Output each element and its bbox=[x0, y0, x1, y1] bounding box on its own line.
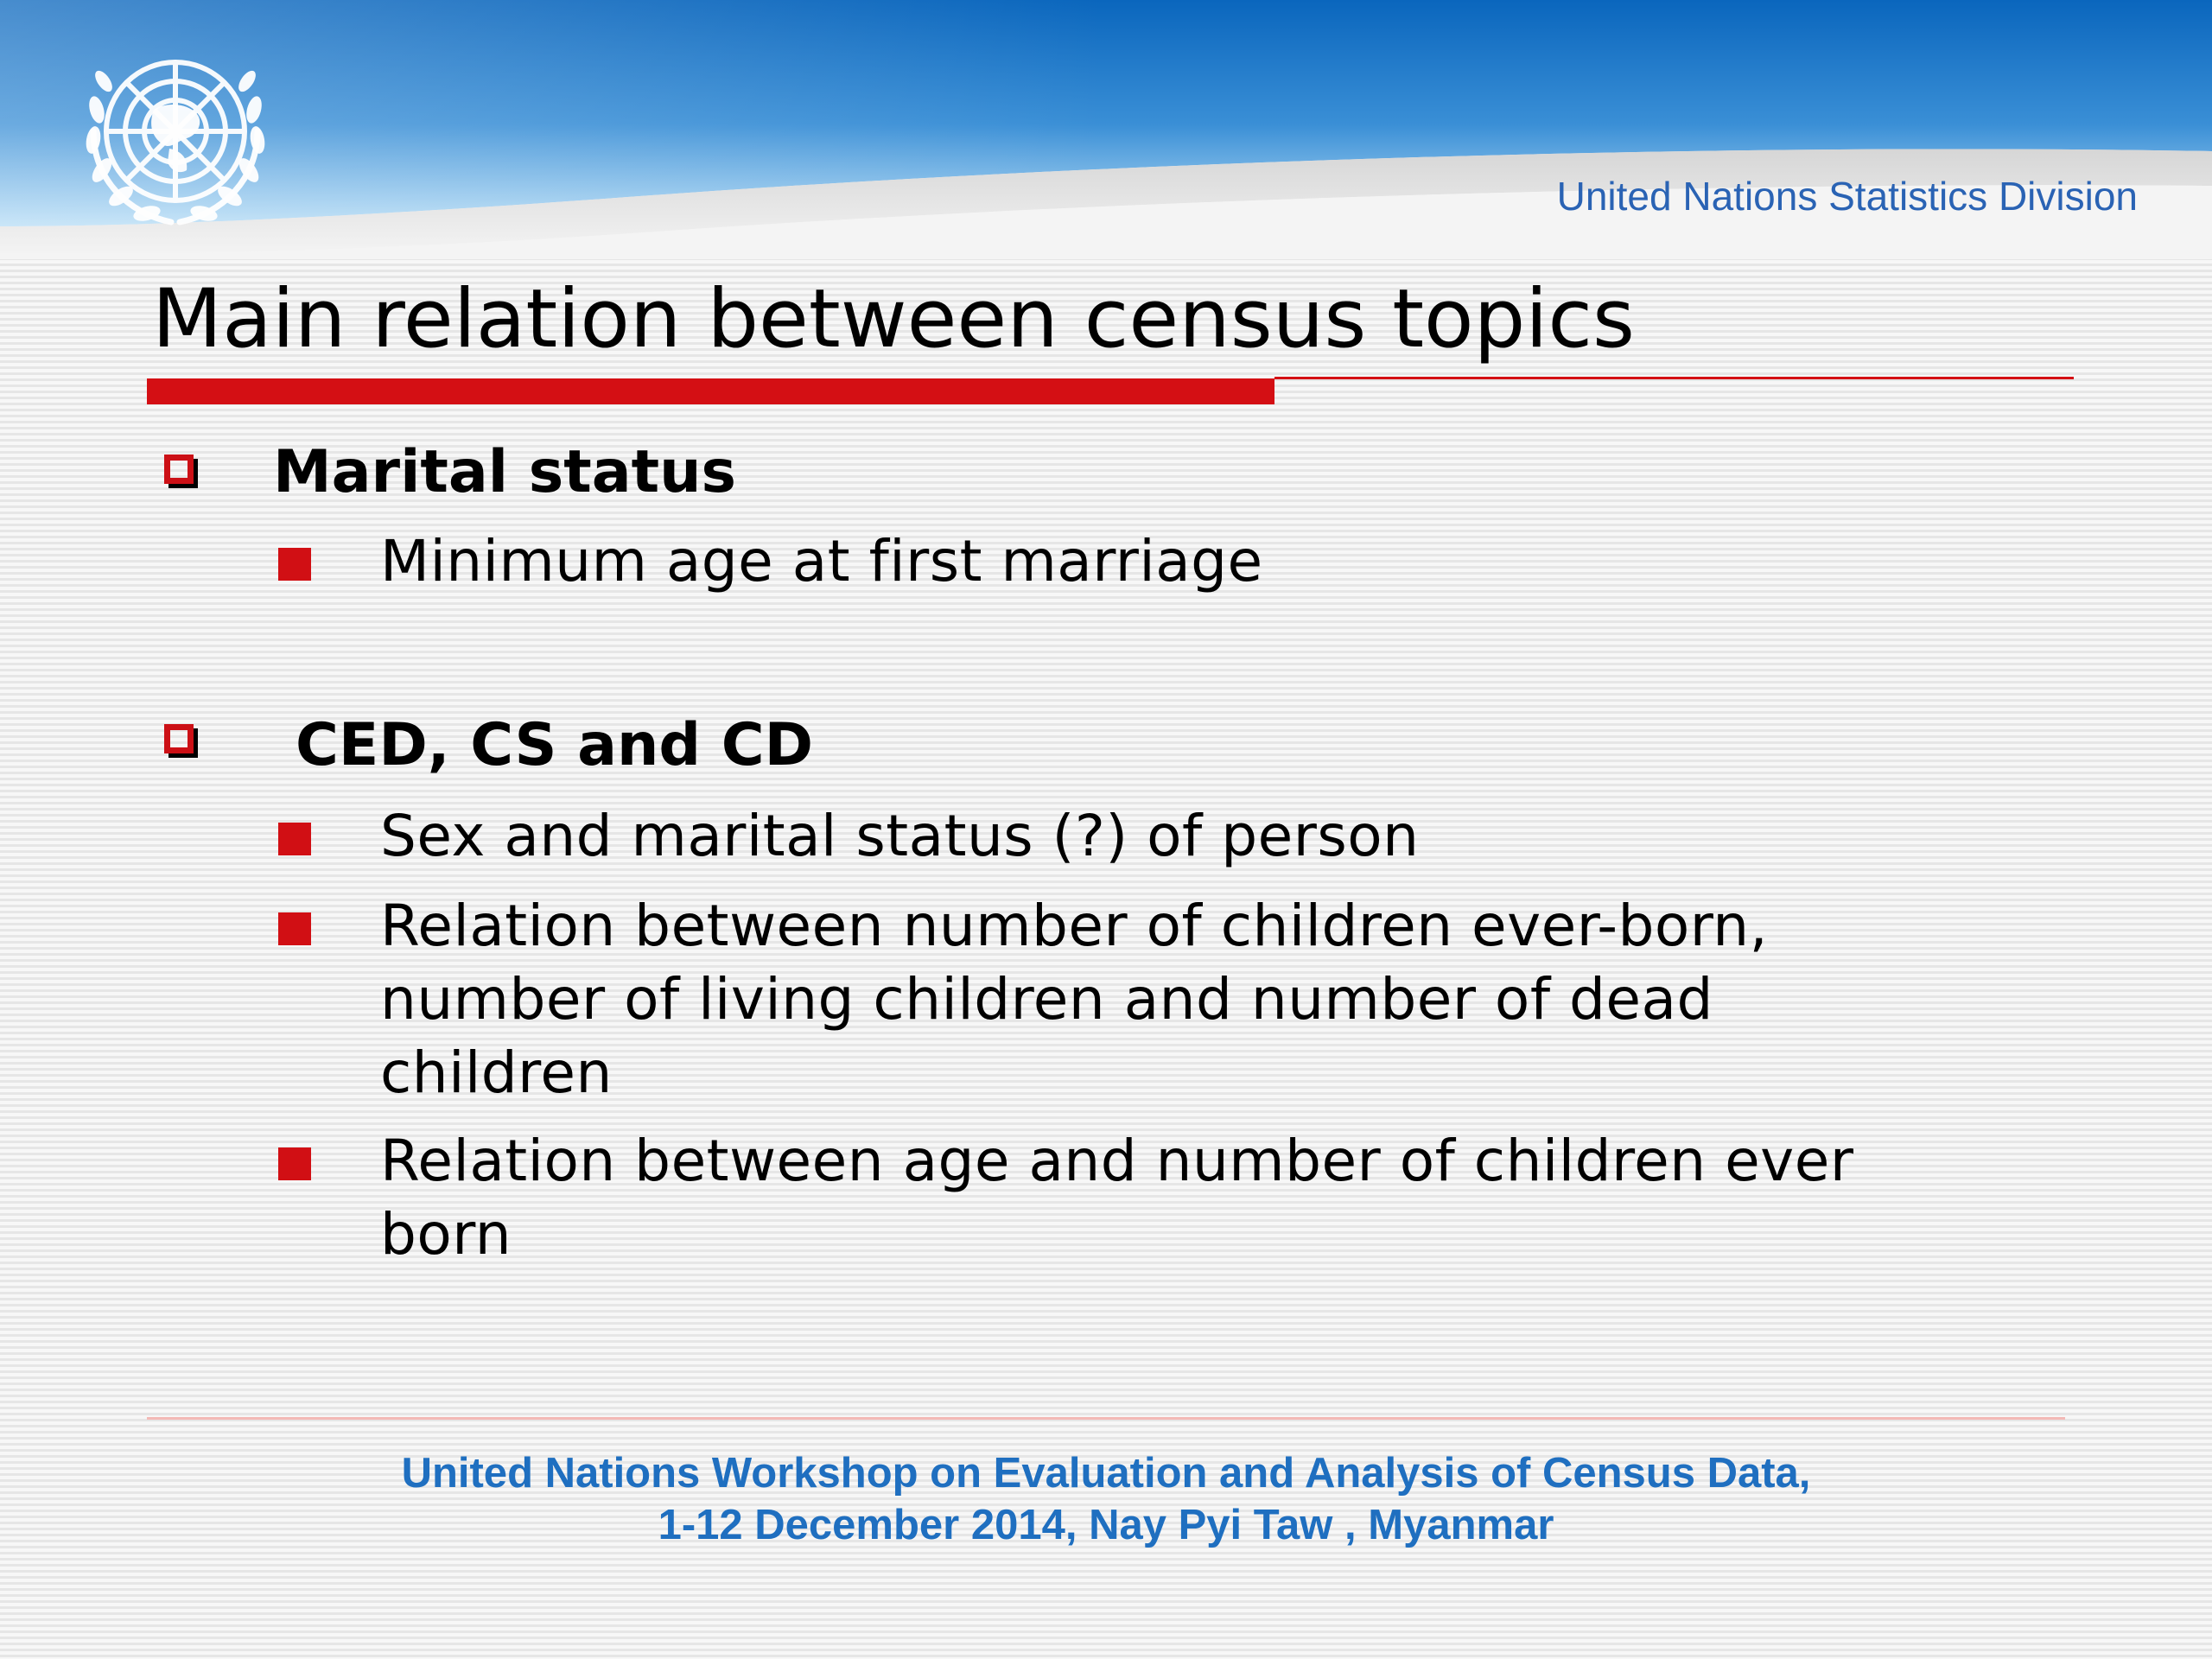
slide-title: Main relation between census topics bbox=[152, 272, 1636, 366]
footer bbox=[0, 1447, 2212, 1551]
bullet-text-line: Relation between number of children ever-born, bbox=[380, 893, 1769, 959]
filled-square-bullet-icon bbox=[278, 823, 311, 855]
hollow-square-bullet-icon bbox=[164, 454, 194, 484]
filled-square-bullet-icon bbox=[278, 912, 311, 945]
organization-name: United Nations Statistics Division bbox=[1556, 174, 2138, 219]
footer-divider bbox=[147, 1417, 2065, 1420]
bullet-text-line: children bbox=[380, 1039, 613, 1106]
bullet-text-line: number of living children and number of dead bbox=[380, 966, 1713, 1033]
bullet-text-line: Relation between age and number of children ever bbox=[380, 1128, 1854, 1194]
filled-square-bullet-icon bbox=[278, 548, 311, 581]
hollow-square-bullet-icon bbox=[164, 724, 194, 753]
bullet-text-line: born bbox=[380, 1201, 512, 1268]
bullet-text-line: Minimum age at first marriage bbox=[380, 528, 1263, 594]
footer-line-event: United Nations Workshop on Evaluation and Analysis of Census Data, bbox=[401, 1450, 1811, 1497]
section-heading-marital-status: Marital status bbox=[273, 438, 737, 506]
bullet-item bbox=[380, 799, 2005, 873]
bullet-text-line: Sex and marital status (?) of person bbox=[380, 803, 1420, 869]
bullet-item bbox=[380, 1124, 2005, 1271]
filled-square-bullet-icon bbox=[278, 1147, 311, 1180]
section-heading-ced-cs-cd: CED, CS and CD bbox=[296, 711, 814, 779]
footer-line-date-location: 1-12 December 2014, Nay Pyi Taw , Myanmar bbox=[658, 1502, 1554, 1548]
bullet-item bbox=[380, 889, 2005, 1109]
bullet-item bbox=[380, 524, 2005, 598]
